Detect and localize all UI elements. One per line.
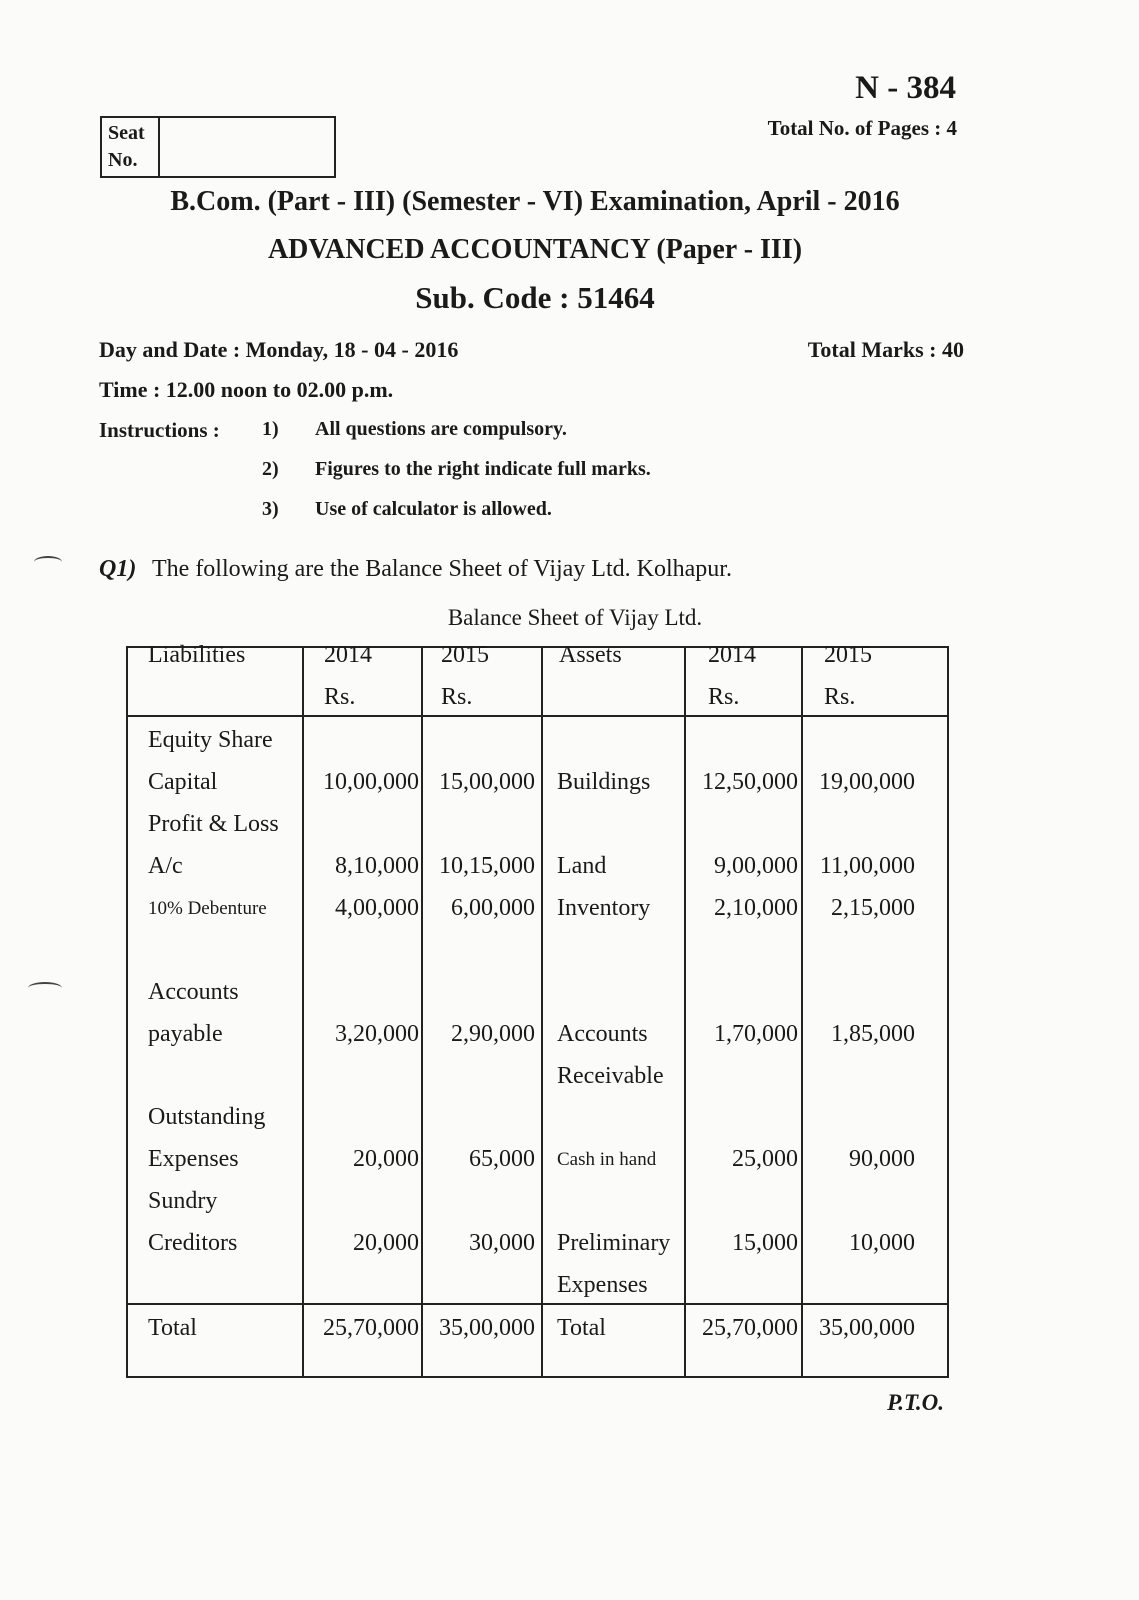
asset-name: Cash in hand [557, 1149, 657, 1170]
instructions-label: Instructions : [99, 418, 220, 442]
seat-label-line-1: Seat [108, 122, 145, 144]
header-currency: Rs. [708, 684, 740, 710]
seat-label [102, 118, 160, 176]
asset-name: Buildings [557, 769, 651, 795]
total-assets-2014: 25,70,000 [702, 1315, 798, 1341]
liability-name: 10% Debenture [148, 898, 267, 919]
instruction-number: 2) [262, 458, 279, 480]
header-currency: Rs. [324, 684, 356, 710]
header-year: 2014 [324, 642, 372, 668]
liability-value-2015: 15,00,000 [439, 769, 535, 795]
exam-time: Time : 12.00 noon to 02.00 p.m. [99, 377, 394, 402]
paper-code: N - 384 [855, 70, 956, 106]
header-liabilities: Liabilities [148, 642, 246, 668]
liability-name: Sundry [148, 1188, 218, 1214]
asset-value-2014: 12,50,000 [702, 769, 798, 795]
question-label: Q1) [99, 556, 137, 582]
liability-value-2015: 30,000 [469, 1230, 535, 1256]
total-liabilities-2015: 35,00,000 [439, 1315, 535, 1341]
instruction-text: All questions are compulsory. [315, 418, 567, 440]
liability-value-2015: 65,000 [469, 1146, 535, 1172]
pen-tick-mark [28, 982, 62, 994]
header-assets: Assets [559, 642, 622, 668]
liability-value-2014: 3,20,000 [335, 1021, 419, 1047]
asset-value-2015: 10,000 [849, 1230, 915, 1256]
asset-value-2014: 1,70,000 [714, 1021, 798, 1047]
total-label: Total [557, 1315, 606, 1341]
total-assets-2015: 35,00,000 [819, 1315, 915, 1341]
asset-name: Expenses [557, 1272, 648, 1298]
asset-name: Land [557, 853, 607, 879]
instruction-text: Use of calculator is allowed. [315, 498, 552, 520]
total-marks: Total Marks : 40 [807, 337, 964, 362]
asset-value-2014: 15,000 [732, 1230, 798, 1256]
liability-value-2014: 10,00,000 [323, 769, 419, 795]
asset-value-2014: 2,10,000 [714, 895, 798, 921]
asset-name: Receivable [557, 1063, 664, 1089]
subject-title: ADVANCED ACCOUNTANCY (Paper - III) [267, 234, 803, 265]
liability-value-2014: 8,10,000 [335, 853, 419, 879]
day-and-date: Day and Date : Monday, 18 - 04 - 2016 [99, 337, 459, 362]
asset-name: Inventory [557, 895, 651, 921]
header-year: 2015 [441, 642, 489, 668]
liability-name: Outstanding [148, 1104, 266, 1130]
total-pages: Total No. of Pages : 4 [767, 116, 957, 140]
pen-tick-mark [34, 556, 62, 568]
seat-number-box [100, 116, 336, 178]
header-year: 2014 [708, 642, 756, 668]
header-currency: Rs. [441, 684, 473, 710]
liability-name: Creditors [148, 1230, 238, 1256]
asset-value-2015: 11,00,000 [819, 853, 915, 879]
seat-label-line-2: No. [108, 149, 138, 171]
instruction-text: Figures to the right indicate full marks. [315, 458, 651, 480]
asset-value-2015: 1,85,000 [831, 1021, 915, 1047]
liability-name: Accounts [148, 979, 239, 1005]
balance-sheet-table [126, 642, 949, 1378]
balance-sheet-title: Balance Sheet of Vijay Ltd. [447, 605, 703, 630]
liability-name: payable [148, 1021, 223, 1047]
question-text: The following are the Balance Sheet of Vijay Ltd. Kolhapur. [152, 556, 732, 582]
liability-name: Expenses [148, 1146, 239, 1172]
liability-value-2014: 20,000 [353, 1230, 419, 1256]
total-label: Total [148, 1315, 197, 1341]
asset-value-2015: 19,00,000 [819, 769, 915, 795]
page-turn-over: P.T.O. [887, 1390, 944, 1415]
asset-value-2014: 9,00,000 [714, 853, 798, 879]
liability-name: A/c [148, 853, 183, 879]
total-liabilities-2014: 25,70,000 [323, 1315, 419, 1341]
asset-name: Preliminary [557, 1230, 671, 1256]
instruction-number: 1) [262, 418, 279, 440]
asset-value-2014: 25,000 [732, 1146, 798, 1172]
liability-value-2014: 20,000 [353, 1146, 419, 1172]
liability-name: Profit & Loss [148, 811, 279, 837]
liability-value-2015: 6,00,000 [451, 895, 535, 921]
seat-number-field [160, 118, 334, 176]
liability-value-2014: 4,00,000 [335, 895, 419, 921]
exam-title: B.Com. (Part - III) (Semester - VI) Examination, April - 2016 [170, 186, 900, 217]
header-currency: Rs. [824, 684, 856, 710]
header-year: 2015 [824, 642, 872, 668]
liability-value-2015: 10,15,000 [439, 853, 535, 879]
asset-value-2015: 90,000 [849, 1146, 915, 1172]
instruction-number: 3) [262, 498, 279, 520]
asset-name: Accounts [557, 1021, 648, 1047]
asset-value-2015: 2,15,000 [831, 895, 915, 921]
liability-name: Capital [148, 769, 218, 795]
liability-value-2015: 2,90,000 [451, 1021, 535, 1047]
subject-code: Sub. Code : 51464 [415, 280, 655, 315]
liability-name: Equity Share [148, 727, 273, 753]
